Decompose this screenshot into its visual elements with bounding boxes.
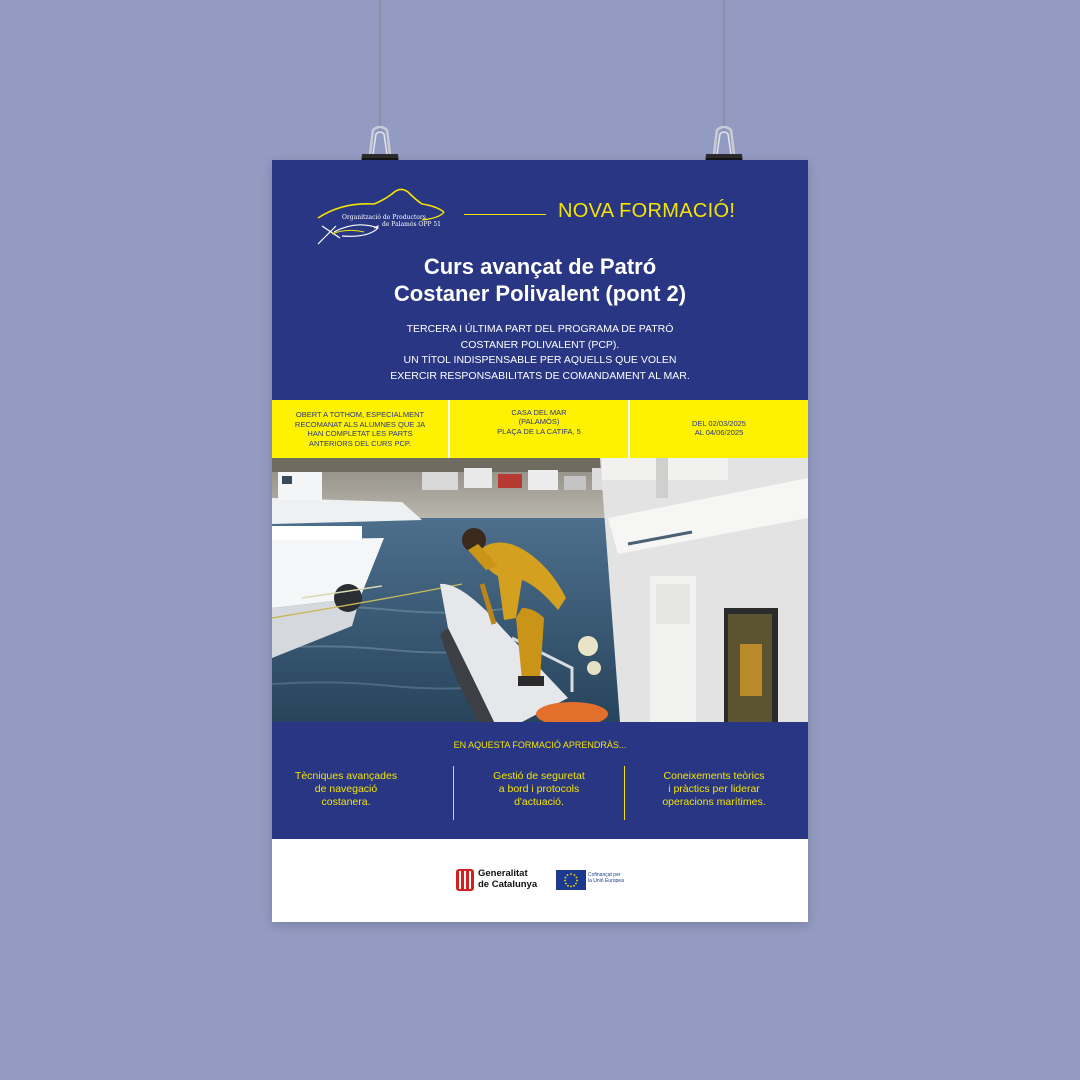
location-line: (PALAMÓS): [518, 417, 560, 427]
location-line: PLAÇA DE LA CATIFA, 5: [497, 426, 581, 436]
sponsor-footer: [272, 839, 808, 922]
eu-line1: Cofinançat per: [588, 872, 621, 878]
learn-divider: [624, 766, 625, 820]
eu-flag-icon: [556, 870, 586, 890]
subtitle-line: UN TÍTOL INDISPENSABLE PER AQUELLS QUE VOLEN: [403, 354, 677, 366]
course-title: [272, 253, 808, 307]
learn-item-line: de navegació: [314, 783, 378, 795]
subtitle-line: TERCERA I ÚLTIMA PART DEL PROGRAMA DE PATRÓ: [406, 323, 674, 335]
logo-text-line1: Organització de Productors: [342, 214, 426, 221]
generalitat-logo-icon: [456, 869, 474, 891]
logo-text-line2: de Palamós OPP 51: [382, 221, 441, 228]
learn-item-navigation: [272, 770, 420, 809]
tagline: NOVA FORMACIÓ!: [558, 200, 736, 222]
learn-item-line: a bord i protocols: [498, 783, 580, 795]
info-location: [450, 400, 628, 458]
dates-line: AL 04/06/2025: [694, 428, 744, 437]
audience-line: ANTERIORS DEL CURS PCP.: [308, 438, 412, 448]
learn-item-leadership: [634, 770, 794, 809]
learn-item-line: Tècniques avançades: [294, 770, 398, 782]
learn-item-line: Gestió de seguretat: [493, 770, 585, 782]
learn-item-line: i pràctics per liderar: [668, 783, 760, 795]
eu-line2: la Unió Europea: [588, 878, 624, 884]
learn-heading: EN AQUESTA FORMACIÓ APRENDRÀS...: [453, 740, 627, 750]
course-subtitle: [272, 322, 808, 384]
audience-line: HAN COMPLETAT LES PARTS: [307, 429, 413, 438]
generalitat-name: [478, 869, 537, 890]
subtitle-line: COSTANER POLIVALENT (PCP).: [460, 338, 620, 351]
course-title-line2: Costaner Polivalent (pont 2): [393, 281, 687, 306]
hanging-string-right: [723, 0, 725, 132]
dates-line: DEL 02/03/2025: [692, 418, 746, 428]
subtitle-line: EXERCIR RESPONSABILITATS DE COMANDAMENT AL MAR.: [390, 369, 690, 382]
learn-section: [272, 722, 808, 839]
eu-cofinancing-text: [588, 872, 624, 884]
learn-item-line: Coneixements teòrics: [663, 770, 765, 782]
harbor-photo-illustration: [272, 458, 808, 722]
course-title-line1: Curs avançat de Patró: [423, 254, 657, 279]
learn-item-safety: [457, 770, 621, 809]
audience-line: RECOMANAT ALS ALUMNES QUE JA: [294, 419, 426, 429]
harbor-photo: [272, 458, 808, 722]
generalitat-line1: Generalitat: [478, 868, 528, 879]
tagline-rule: [464, 214, 546, 215]
location-line: CASA DEL MAR: [511, 407, 567, 417]
generalitat-line2: de Catalunya: [478, 878, 538, 890]
poster: [272, 160, 808, 922]
info-dates: [630, 400, 808, 458]
audience-line: OBERT A TOTHOM, ESPECIALMENT: [295, 410, 425, 419]
learn-item-line: costanera.: [321, 796, 371, 808]
info-audience: [272, 400, 448, 458]
learn-item-line: operacions marítimes.: [662, 796, 766, 808]
poster-header: [272, 160, 808, 400]
learn-item-line: d'actuació.: [514, 796, 564, 808]
info-band: [272, 400, 808, 458]
hanging-string-left: [379, 0, 381, 132]
learn-divider: [453, 766, 454, 820]
